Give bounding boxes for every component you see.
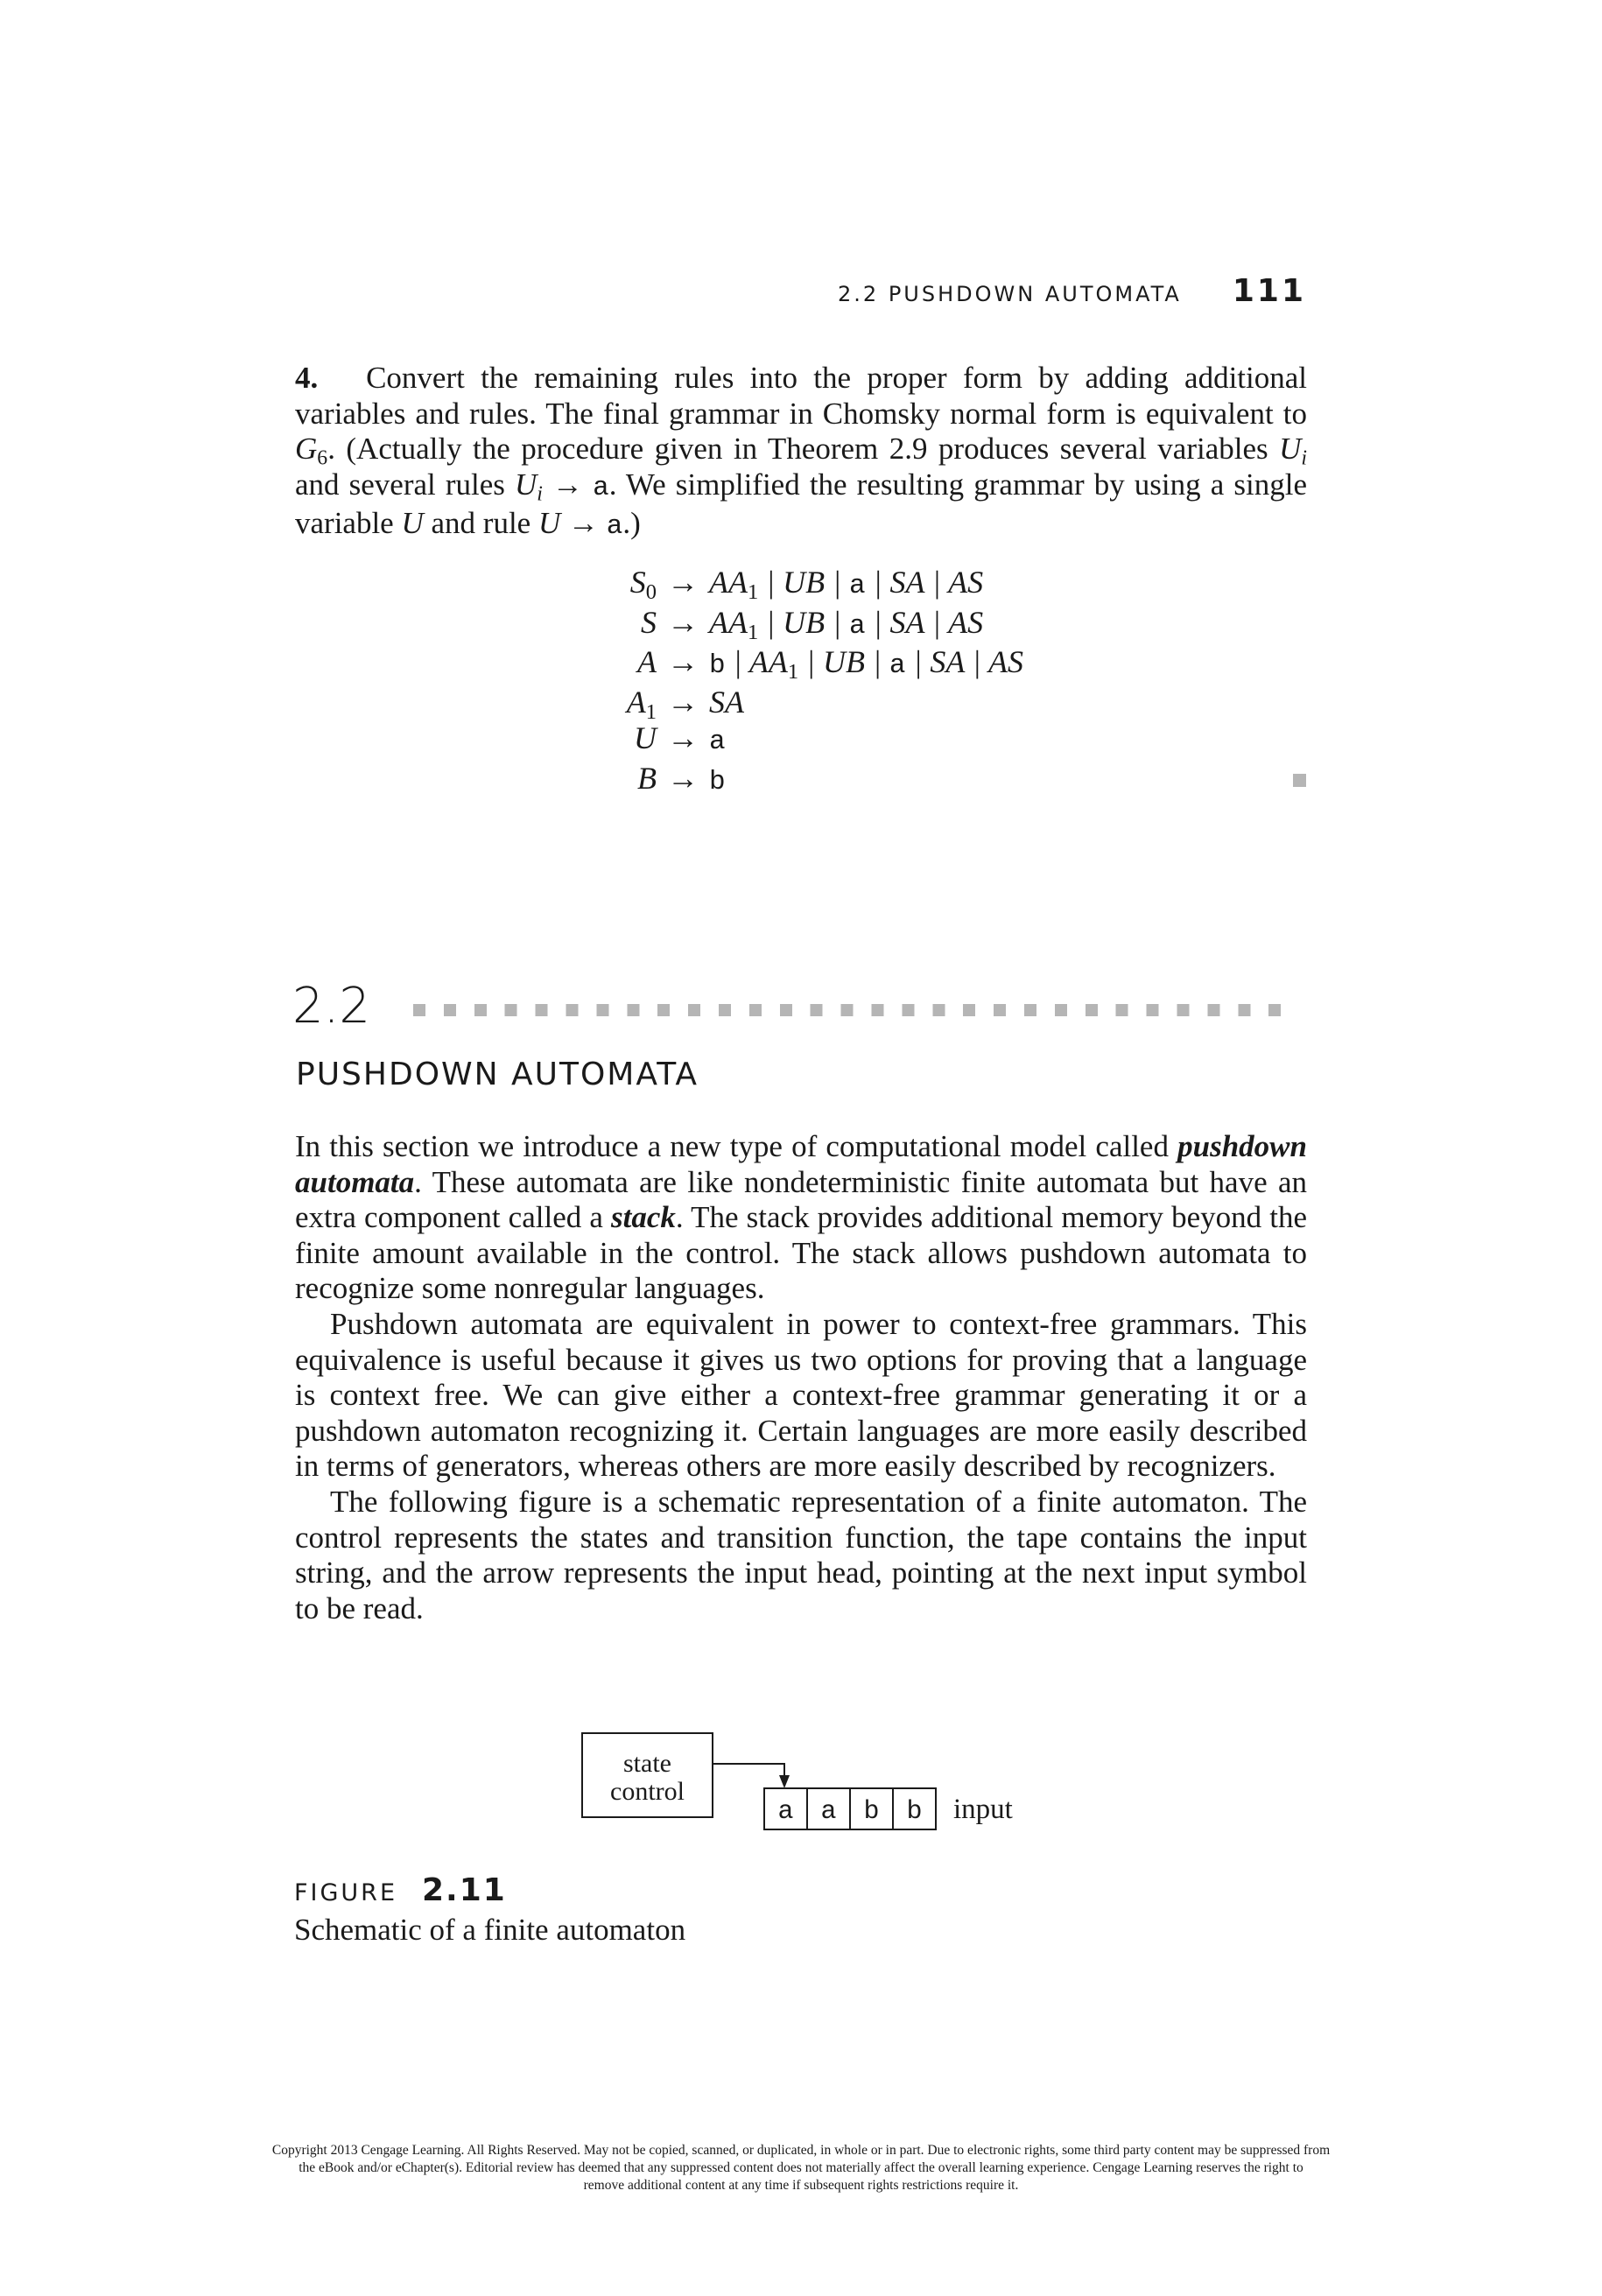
- tape-symbol: a: [777, 1797, 794, 1827]
- rule-lhs: U: [634, 720, 657, 755]
- math-u-sub: i: [1301, 446, 1307, 470]
- rule-lhs: A: [626, 684, 646, 720]
- step4-text-4: . We simplified the resulting grammar by using a single variable: [295, 467, 1307, 540]
- terminal-symbol: a: [849, 571, 866, 601]
- arrow-symbol: →: [667, 565, 699, 600]
- intro-text-2: . These automata are like nondeterministic finite automata but have an extra component called a: [295, 1164, 1307, 1234]
- state-control-label: state: [623, 1749, 671, 1778]
- step4-text-2: . (Actually the procedure given in Theorem 2.9 produces several variables: [327, 432, 1280, 466]
- rule-rhs-part: | SA | AS: [905, 644, 1023, 679]
- input-head-arrowhead: [779, 1775, 790, 1788]
- footer-line: Copyright 2013 Cengage Learning. All Rights Reserved. May not be copied, scanned, or duplicated, in whole or in part. Due to electronic rights, some third party content may be suppressed from: [271, 2143, 1331, 2158]
- section-title: PUSHDOWN AUTOMATA: [296, 1057, 699, 1092]
- step4-text-6: .): [622, 506, 641, 540]
- step-number: 4.: [295, 361, 319, 395]
- rule-rhs-sub: 1: [787, 659, 799, 684]
- figure-intro-paragraph: The following figure is a schematic representation of a finite automaton. The control represents the states and transition function, the tape contains the input string, and the arrow represents the input head, pointing at the next input symbol to be read.: [295, 1485, 1307, 1625]
- terminal-symbol: a: [849, 610, 866, 642]
- math-g: G: [295, 432, 318, 466]
- tape-symbol: b: [906, 1797, 923, 1827]
- rule-lhs: A: [637, 644, 657, 679]
- rule-rhs-part: AA: [709, 565, 748, 600]
- rule-lhs-sub: 0: [645, 579, 657, 604]
- input-tape: [764, 1788, 936, 1829]
- terminal-symbol: a: [889, 650, 906, 681]
- page-number: 111: [1232, 273, 1306, 309]
- rule-rhs-part: |: [725, 644, 749, 679]
- section-number: 2.2: [292, 978, 371, 1035]
- copyright-footer: [201, 2142, 1401, 2194]
- terminal-a: a: [606, 511, 623, 542]
- math-u: U: [514, 467, 538, 502]
- rule-rhs-part: SA: [709, 684, 744, 720]
- tape-symbol: a: [820, 1797, 837, 1827]
- running-header-section: 2.2 PUSHDOWN AUTOMATA: [838, 282, 1182, 306]
- math-g-sub: 6: [317, 446, 328, 470]
- figure-word: FIGURE: [294, 1879, 397, 1906]
- input-head-arrow-line: [713, 1764, 784, 1777]
- figure-label: [294, 1871, 507, 1913]
- rule-lhs: S: [629, 565, 646, 600]
- figure-caption: Schematic of a finite automaton: [294, 1913, 686, 1947]
- term-pushdown-automata: pushdown automata: [295, 1129, 1307, 1199]
- step4-text-3: and several rules: [295, 467, 515, 502]
- arrow-symbol: →: [542, 467, 594, 502]
- math-u: U: [538, 506, 561, 540]
- rule-rhs-part: AA: [748, 644, 788, 679]
- term-stack: stack: [610, 1200, 676, 1234]
- tape-input-label: input: [953, 1794, 1013, 1825]
- equivalence-paragraph: Pushdown automata are equivalent in power to context-free grammars. This equivalence is useful because it gives us two options for proving that a language is context free. We can give either a context-free grammar generating it or a pushdown automaton recognizing it. Certain languages are more easily described in terms of generators, whereas others are more easily described by recognizers.: [295, 1307, 1307, 1483]
- rule-lhs: B: [637, 760, 657, 796]
- math-u-sub: i: [537, 482, 543, 506]
- arrow-symbol: →: [667, 604, 699, 640]
- state-control-label: control: [610, 1777, 685, 1806]
- rule-lhs-sub: 1: [645, 699, 657, 724]
- arrow-symbol: →: [560, 506, 607, 540]
- footer-line: remove additional content at any time if subsequent rights restrictions require it.: [583, 2178, 1019, 2193]
- tape-symbol: b: [863, 1797, 880, 1827]
- rule-rhs-part: | UB |: [798, 644, 889, 679]
- footer-line: the eBook and/or eChapter(s). Editorial review has deemed that any suppressed content does not materially affect the overall learning experience. Cengage Learning reserves the right to: [299, 2160, 1303, 2175]
- arrow-symbol: →: [667, 684, 699, 720]
- terminal-symbol: b: [709, 650, 726, 681]
- rule-rhs-part: | SA | AS: [865, 565, 984, 600]
- arrow-symbol: →: [667, 644, 699, 679]
- terminal-symbol: b: [709, 766, 726, 797]
- terminal-a: a: [593, 472, 609, 503]
- math-u: U: [1279, 432, 1302, 466]
- arrow-symbol: →: [667, 720, 699, 755]
- rule-rhs-sub: 1: [747, 620, 759, 644]
- rule-rhs-part: | UB |: [758, 565, 849, 600]
- intro-text-3: . The stack provides additional memory beyond the finite amount available in the control. The stack allows pushdown automata to recognize some nonregular languages.: [295, 1200, 1307, 1305]
- rule-rhs-part: AA: [709, 604, 748, 640]
- rule-rhs-sub: 1: [747, 579, 759, 604]
- math-u: U: [401, 506, 424, 540]
- figure-number: 2.11: [422, 1872, 507, 1908]
- intro-text-1: In this section we introduce a new type of computational model called: [295, 1129, 1178, 1163]
- rule-rhs-part: | UB |: [758, 604, 849, 640]
- rule-rhs-part: | SA | AS: [865, 604, 984, 640]
- step4-text-5: and rule: [423, 506, 538, 540]
- arrow-symbol: →: [667, 760, 699, 796]
- rule-lhs: S: [641, 604, 657, 640]
- terminal-symbol: a: [709, 727, 726, 757]
- step4-text-1: Convert the remaining rules into the proper form by adding additional variables and rules. The final grammar in Chomsky normal form is equivalent to: [295, 361, 1308, 431]
